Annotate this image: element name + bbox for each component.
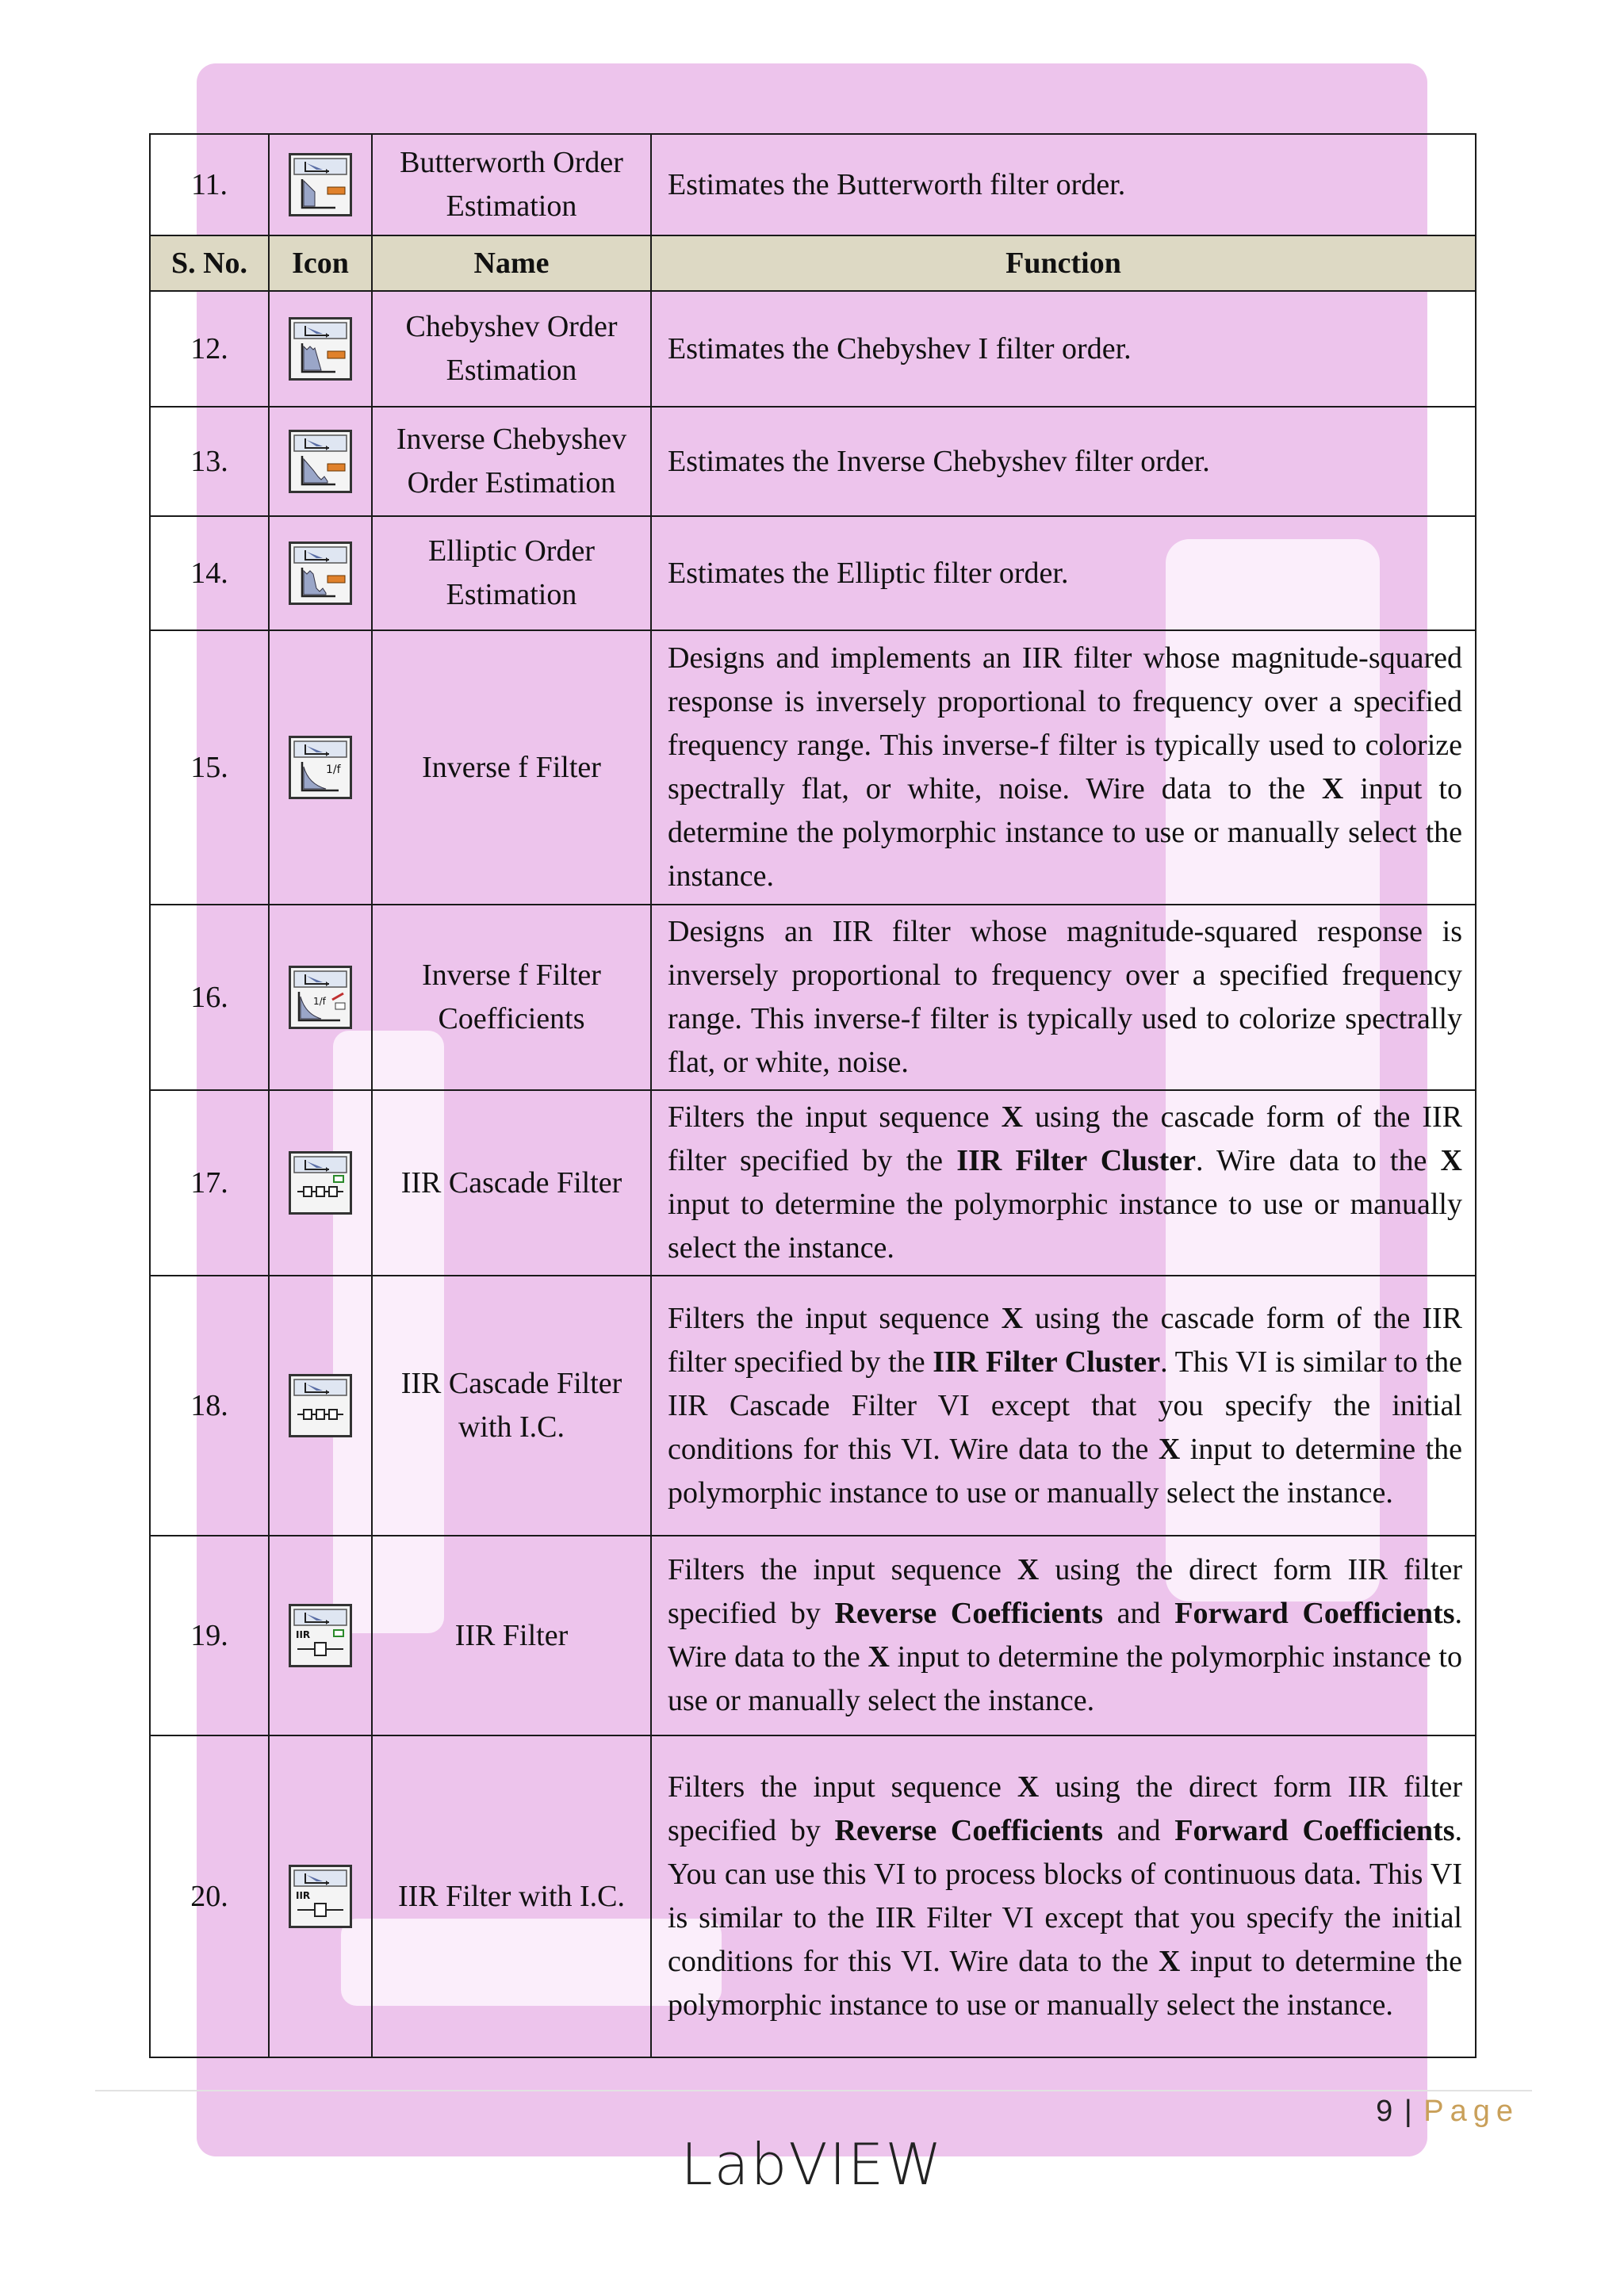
svg-text:IIR: IIR <box>296 1890 311 1901</box>
page-number <box>1376 2095 1519 2129</box>
header-icon: Icon <box>269 235 372 291</box>
vi-name: IIR Cascade Filter with I.C. <box>372 1276 651 1536</box>
vi-name: Inverse Chebyshev Order Estimation <box>372 407 651 516</box>
vi-function: Filters the input sequence X using the cascade form of the IIR filter specified by the IIR Filter Cluster. This VI is similar to the IIR Cascade Filter VI except that you specify the initial conditions for this VI. Wire data to the X input to determine the polymorphic instance to use or manually select the instance. <box>651 1276 1476 1536</box>
table-row <box>150 291 1476 407</box>
header-name: Name <box>372 235 651 291</box>
inverse-f-filter-icon <box>289 736 352 799</box>
iir-cascade-filter-ic-icon <box>289 1374 352 1437</box>
footer-brand: LabVIEW <box>680 2131 944 2198</box>
vi-function: Designs an IIR filter whose magnitude-squared response is inversely proportional to frequency over a specified frequency range. This inverse-f filter is typically used to colorize spectrally flat, or white, noise. <box>651 905 1476 1090</box>
vi-function: Estimates the Inverse Chebyshev filter order. <box>651 407 1476 516</box>
header-sno: S. No. <box>150 235 269 291</box>
footer-divider <box>95 2090 1532 2091</box>
iir-filter-ic-icon <box>289 1865 352 1928</box>
table-row <box>150 1276 1476 1536</box>
row-number: 14. <box>150 516 269 630</box>
vi-function: Estimates the Elliptic filter order. <box>651 516 1476 630</box>
page-word: Page <box>1423 2095 1519 2128</box>
row-number: 12. <box>150 291 269 407</box>
vi-name: Elliptic Order Estimation <box>372 516 651 630</box>
svg-text:1/f: 1/f <box>313 996 326 1007</box>
table-row <box>150 134 1476 235</box>
vi-function: Filters the input sequence X using the cascade form of the IIR filter specified by the IIR Filter Cluster. Wire data to the X input to determine the polymorphic instance to use or manually select the instance. <box>651 1090 1476 1276</box>
row-number: 19. <box>150 1536 269 1735</box>
table-row <box>150 407 1476 516</box>
table-row <box>150 1536 1476 1735</box>
row-number: 15. <box>150 630 269 905</box>
vi-function: Estimates the Chebyshev I filter order. <box>651 291 1476 407</box>
vi-name: Inverse f Filter <box>372 630 651 905</box>
row-number: 20. <box>150 1735 269 2057</box>
vi-function: Designs and implements an IIR filter whose magnitude-squared response is inversely proportional to frequency over a specified frequency range. This inverse-f filter is typically used to colorize spectrally flat, or white, noise. Wire data to the X input to determine the polymorphic instance to use or manually select the instance. <box>651 630 1476 905</box>
svg-text:1/f: 1/f <box>326 763 341 776</box>
vi-name: IIR Cascade Filter <box>372 1090 651 1276</box>
svg-text:IIR: IIR <box>296 1629 311 1640</box>
inverse-chebyshev-order-icon <box>289 430 352 493</box>
row-number: 18. <box>150 1276 269 1536</box>
vi-function: Filters the input sequence X using the direct form IIR filter specified by Reverse Coefficients and Forward Coefficients. You can use this VI to process blocks of continuous data. This VI is similar to the IIR Filter VI except that you specify the initial conditions for this VI. Wire data to the X input to determine the polymorphic instance to use or manually select the instance. <box>651 1735 1476 2057</box>
vi-name: Inverse f Filter Coefficients <box>372 905 651 1090</box>
row-number: 13. <box>150 407 269 516</box>
vi-name: Chebyshev Order Estimation <box>372 291 651 407</box>
row-number: 16. <box>150 905 269 1090</box>
vi-name: Butterworth Order Estimation <box>372 134 651 235</box>
page-number-value: 9 <box>1376 2095 1395 2128</box>
vi-function: Estimates the Butterworth filter order. <box>651 134 1476 235</box>
inverse-f-filter-coefficients-icon <box>289 966 352 1029</box>
header-function: Function <box>651 235 1476 291</box>
iir-cascade-filter-icon <box>289 1151 352 1215</box>
row-number: 11. <box>150 134 269 235</box>
vi-name: IIR Filter <box>372 1536 651 1735</box>
table-row <box>150 630 1476 905</box>
table-row <box>150 516 1476 630</box>
elliptic-order-icon <box>289 541 352 605</box>
table-row <box>150 1090 1476 1276</box>
page-number-separator: | <box>1404 2095 1414 2128</box>
iir-filter-icon <box>289 1604 352 1667</box>
row-number: 17. <box>150 1090 269 1276</box>
table-header-row <box>150 235 1476 291</box>
table-row <box>150 905 1476 1090</box>
vi-table <box>149 133 1477 2058</box>
butterworth-order-icon <box>289 153 352 216</box>
vi-function: Filters the input sequence X using the direct form IIR filter specified by Reverse Coefficients and Forward Coefficients. Wire data to the X input to determine the polymorphic instance to use or manually select the instance. <box>651 1536 1476 1735</box>
table-row <box>150 1735 1476 2057</box>
vi-name: IIR Filter with I.C. <box>372 1735 651 2057</box>
chebyshev-order-icon <box>289 317 352 381</box>
